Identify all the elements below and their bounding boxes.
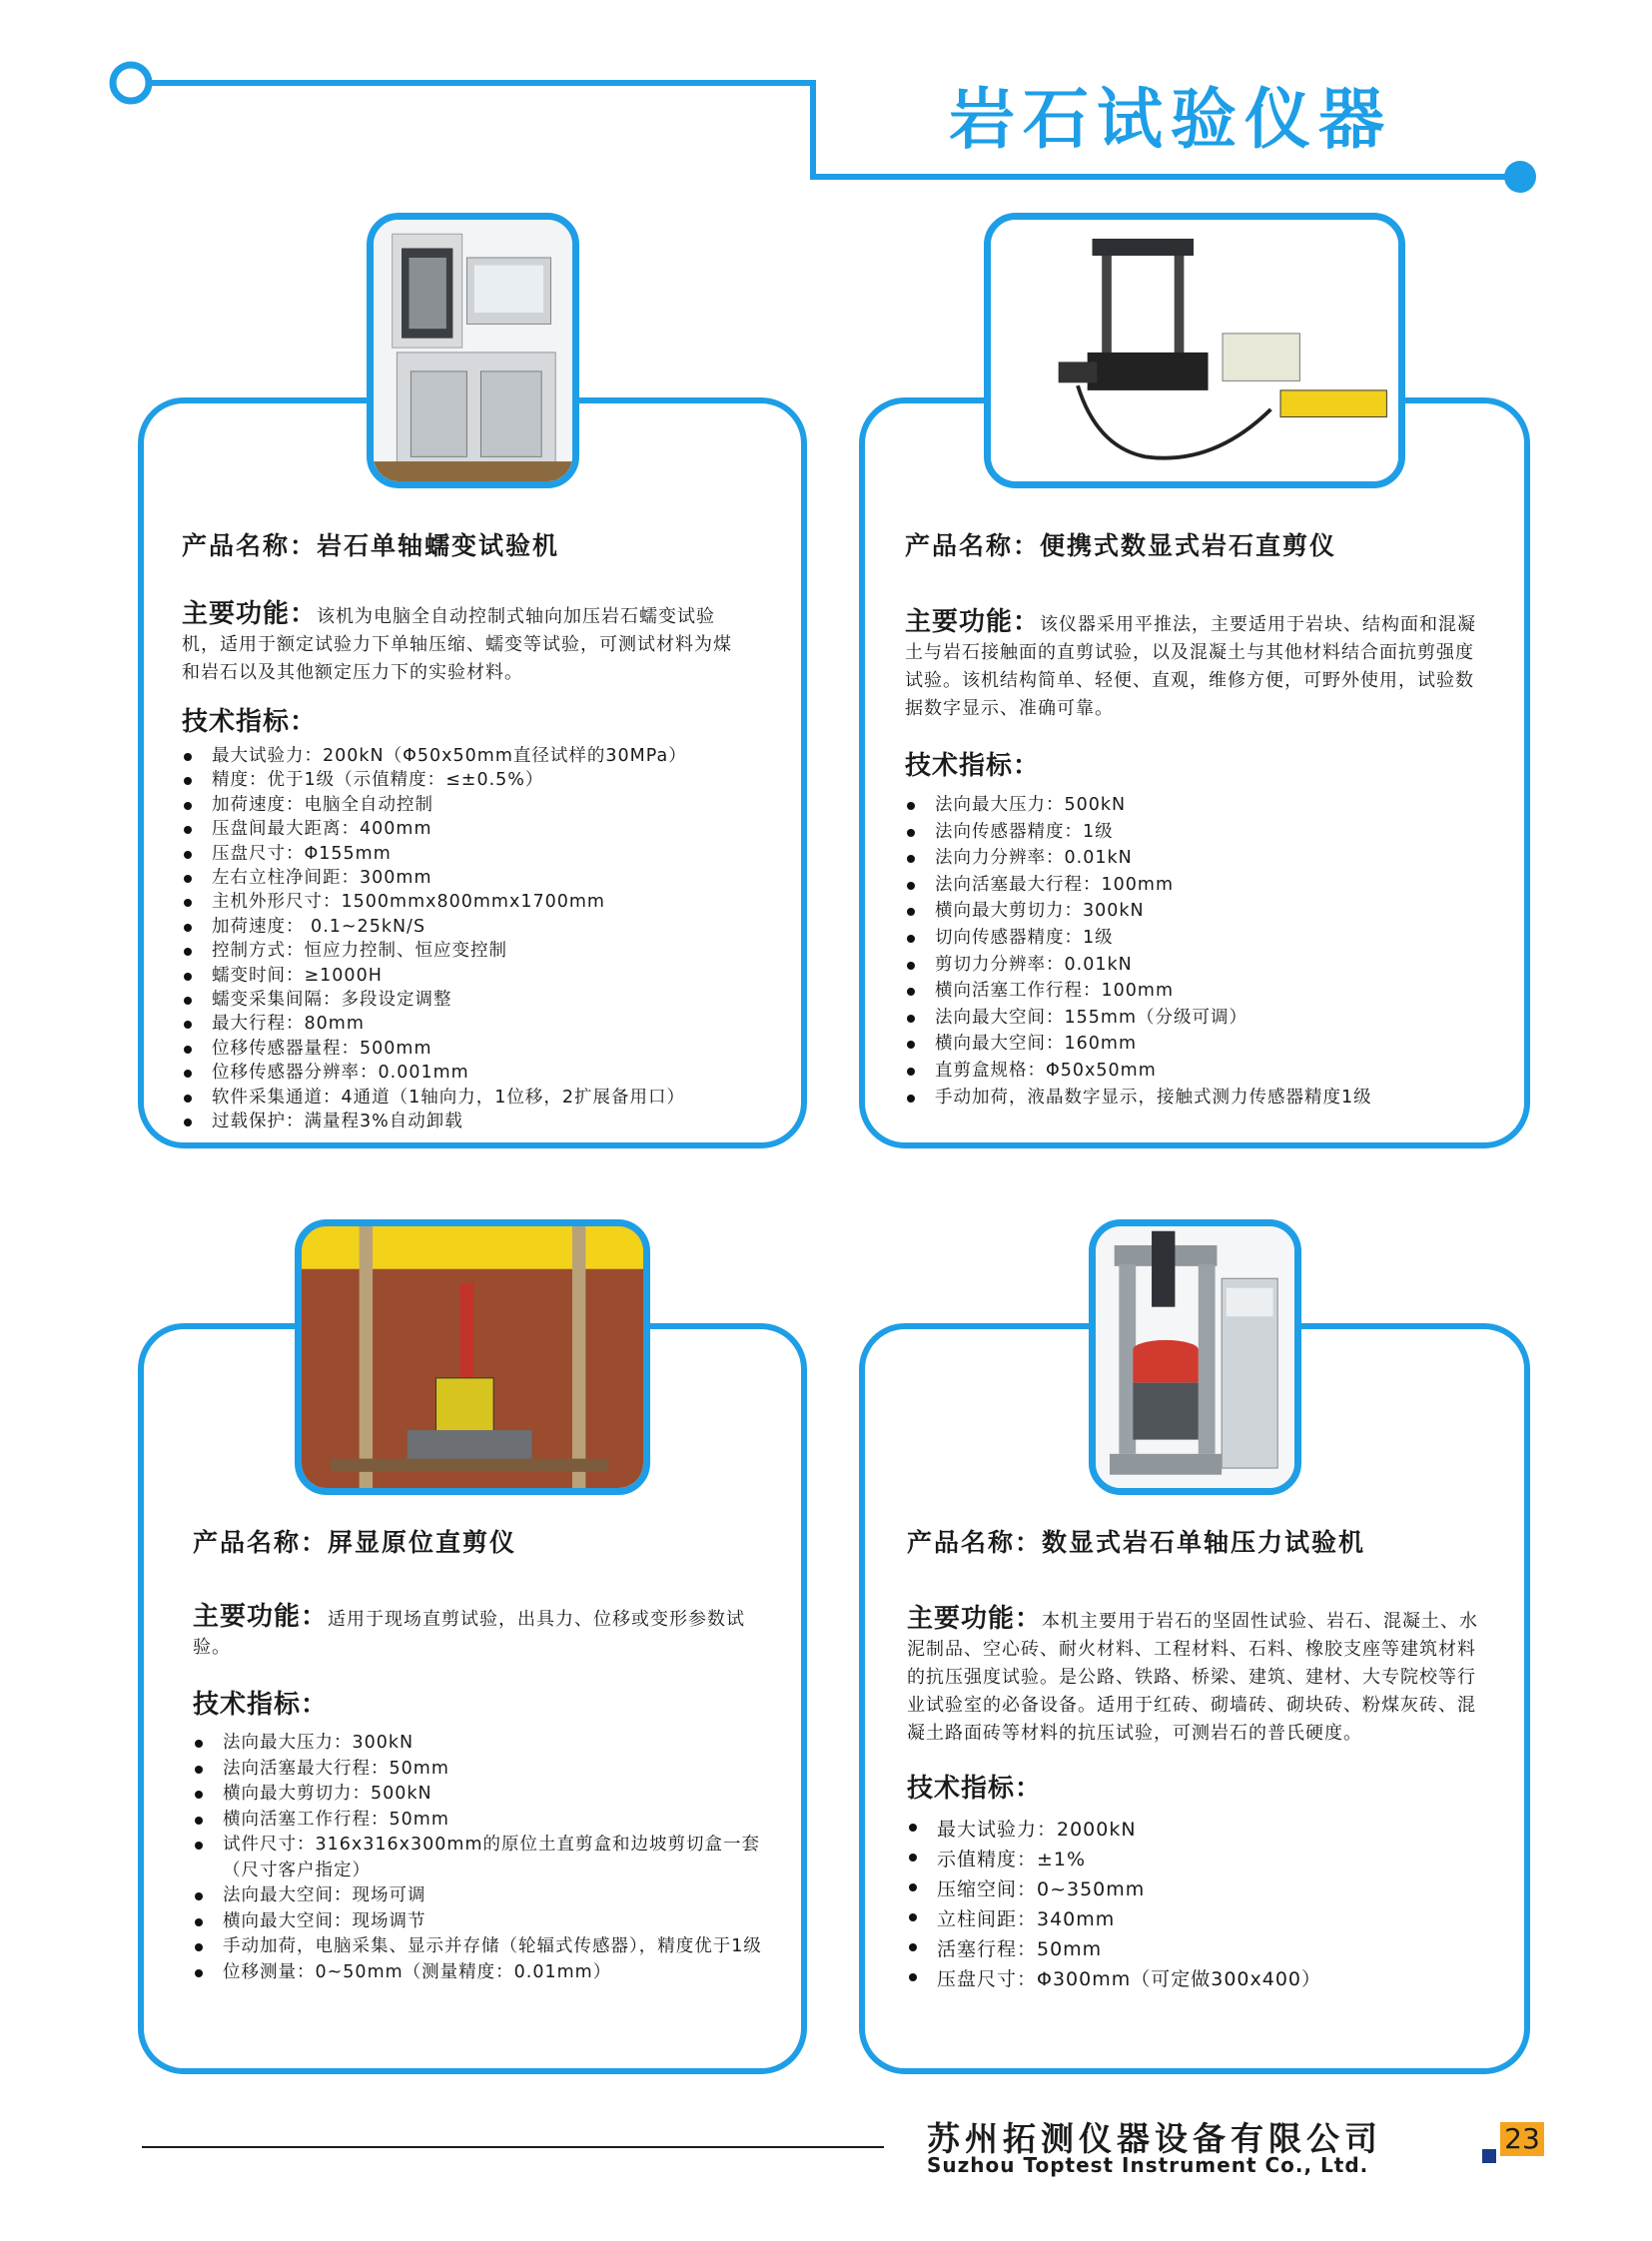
spec-item: 加荷速度： 0.1~25kN/S — [182, 915, 741, 939]
product-name: 产品名称：数显式岩石单轴压力试验机 — [907, 1528, 1366, 1557]
spec-item: 法向传感器精度：1级 — [905, 819, 1484, 846]
spec-item: 最大试验力：2000kN — [907, 1815, 1488, 1845]
page-number-marker — [1482, 2149, 1496, 2163]
spec-item: 控制方式：恒应力控制、恒应变控制 — [182, 939, 741, 963]
spec-item: 横向最大剪切力：500kN — [193, 1782, 762, 1808]
product-name: 产品名称：岩石单轴蠕变试验机 — [182, 531, 560, 560]
product-name: 产品名称：屏显原位直剪仪 — [193, 1528, 517, 1557]
spec-item: 横向活塞工作行程：100mm — [905, 978, 1484, 1005]
spec-item: 过载保护：满量程3%自动卸载 — [182, 1110, 741, 1133]
spec-item: 横向活塞工作行程：50mm — [193, 1808, 762, 1834]
spec-item: 立柱间距：340mm — [907, 1904, 1488, 1934]
specs-heading: 技术指标： — [907, 1774, 1043, 1804]
spec-item: 最大试验力：200kN（Φ50x50mm直径试样的30MPa） — [182, 744, 741, 768]
creep-machine-photo — [367, 213, 579, 488]
spec-item: 位移传感器量程：500mm — [182, 1037, 741, 1061]
spec-item: 活塞行程：50mm — [907, 1934, 1488, 1964]
spec-item: 左右立柱净间距：300mm — [182, 866, 741, 890]
spec-item: 法向最大空间：155mm（分级可调） — [905, 1005, 1484, 1032]
spec-item: 手动加荷，电脑采集、显示并存储（轮辐式传感器），精度优于1级 — [193, 1934, 762, 1960]
spec-item: 切向传感器精度：1级 — [905, 925, 1484, 952]
spec-item: 法向最大空间：现场可调 — [193, 1883, 762, 1909]
spec-item: 示值精度：±1% — [907, 1845, 1488, 1874]
spec-item: 手动加荷，液晶数字显示，接触式测力传感器精度1级 — [905, 1085, 1484, 1112]
product-function: 主要功能：该仪器采用平推法，主要适用于岩块、结构面和混凝土与岩石接触面的直剪试验，以及混凝土与其他材料结合面抗剪强度试验。该机结构简单、轻便、直观，维修方便，可野外使用，试验数据数字显示、准确可靠。 — [905, 607, 1477, 719]
spec-item: 最大行程：80mm — [182, 1012, 741, 1036]
spec-item: 压盘间最大距离：400mm — [182, 817, 741, 841]
product-info-direct-shear — [905, 526, 1484, 1111]
product-name: 产品名称：便携式数显式岩石直剪仪 — [905, 531, 1337, 560]
page-number: 23 — [1500, 2122, 1544, 2156]
company-name-en: Suzhou Toptest Instrument Co., Ltd. — [927, 2153, 1369, 2177]
specs-list — [182, 744, 741, 1134]
spec-item: 试件尺寸：316x316x300mm的原位土直剪盒和边坡剪切盒一套（尺寸客户指定） — [193, 1833, 762, 1883]
specs-list — [193, 1731, 762, 1985]
spec-item: 蠕变时间：≥1000H — [182, 964, 741, 988]
specs-heading: 技术指标： — [905, 751, 1041, 781]
spec-item: 横向最大剪切力：300kN — [905, 898, 1484, 925]
product-function: 主要功能：该机为电脑全自动控制式轴向加压岩石蠕变试验机，适用于额定试验力下单轴压缩、蠕变等试验，可测试材料为煤和岩石以及其他额定压力下的实验材料。 — [182, 599, 732, 683]
product-function: 主要功能：本机主要用于岩石的坚固性试验、岩石、混凝土、水泥制品、空心砖、耐火材料、工程材料、石料、橡胶支座等建筑材料的抗压强度试验。是公路、铁路、桥梁、建筑、建材、大专院校等行业试验室的必备设备。适用于红砖、砌墙砖、砌块砖、粉煤灰砖、混凝土路面砖等材料的抗压试验，可测岩石的普氏硬度。 — [907, 1604, 1479, 1744]
spec-item: 法向最大压力：300kN — [193, 1731, 762, 1757]
field-shear-photo — [295, 1219, 650, 1495]
spec-item: 横向最大空间：160mm — [905, 1031, 1484, 1058]
spec-item: 位移传感器分辨率：0.001mm — [182, 1061, 741, 1085]
spec-item: 主机外形尺寸：1500mmx800mmx1700mm — [182, 890, 741, 914]
spec-item: 精度：优于1级（示值精度：≤±0.5%） — [182, 768, 741, 792]
spec-item: 法向活塞最大行程：100mm — [905, 872, 1484, 899]
direct-shear-photo — [984, 213, 1405, 488]
spec-item: 法向活塞最大行程：50mm — [193, 1757, 762, 1783]
spec-item: 压盘尺寸：Φ155mm — [182, 842, 741, 866]
product-info-creep-machine — [182, 526, 741, 1134]
page-title: 岩石试验仪器 — [949, 81, 1392, 158]
product-function: 主要功能：适用于现场直剪试验，出具力、位移或变形参数试验。 — [193, 1602, 746, 1658]
spec-item: 软件采集通道：4通道（1轴向力，1位移，2扩展备用口） — [182, 1086, 741, 1110]
spec-item: 蠕变采集间隔：多段设定调整 — [182, 988, 741, 1012]
spec-item: 法向力分辨率：0.01kN — [905, 845, 1484, 872]
specs-heading: 技术指标： — [193, 1690, 329, 1720]
specs-list — [907, 1815, 1488, 1994]
compression-machine-photo — [1089, 1219, 1301, 1495]
product-info-field-shear — [193, 1523, 762, 1985]
spec-item: 位移测量：0~50mm（测量精度：0.01mm） — [193, 1960, 762, 1986]
spec-item: 压缩空间：0~350mm — [907, 1874, 1488, 1904]
specs-list — [905, 792, 1484, 1111]
spec-item: 剪切力分辨率：0.01kN — [905, 952, 1484, 979]
spec-item: 法向最大压力：500kN — [905, 792, 1484, 819]
specs-heading: 技术指标： — [182, 707, 318, 737]
spec-item: 加荷速度：电脑全自动控制 — [182, 793, 741, 817]
company-name-cn: 苏州拓测仪器设备有限公司 — [927, 2119, 1382, 2158]
spec-item: 横向最大空间：现场调节 — [193, 1909, 762, 1935]
spec-item: 压盘尺寸：Φ300mm（可定做300x400） — [907, 1964, 1488, 1994]
spec-item: 直剪盒规格：Φ50x50mm — [905, 1058, 1484, 1085]
product-info-compression-machine — [907, 1523, 1488, 1994]
